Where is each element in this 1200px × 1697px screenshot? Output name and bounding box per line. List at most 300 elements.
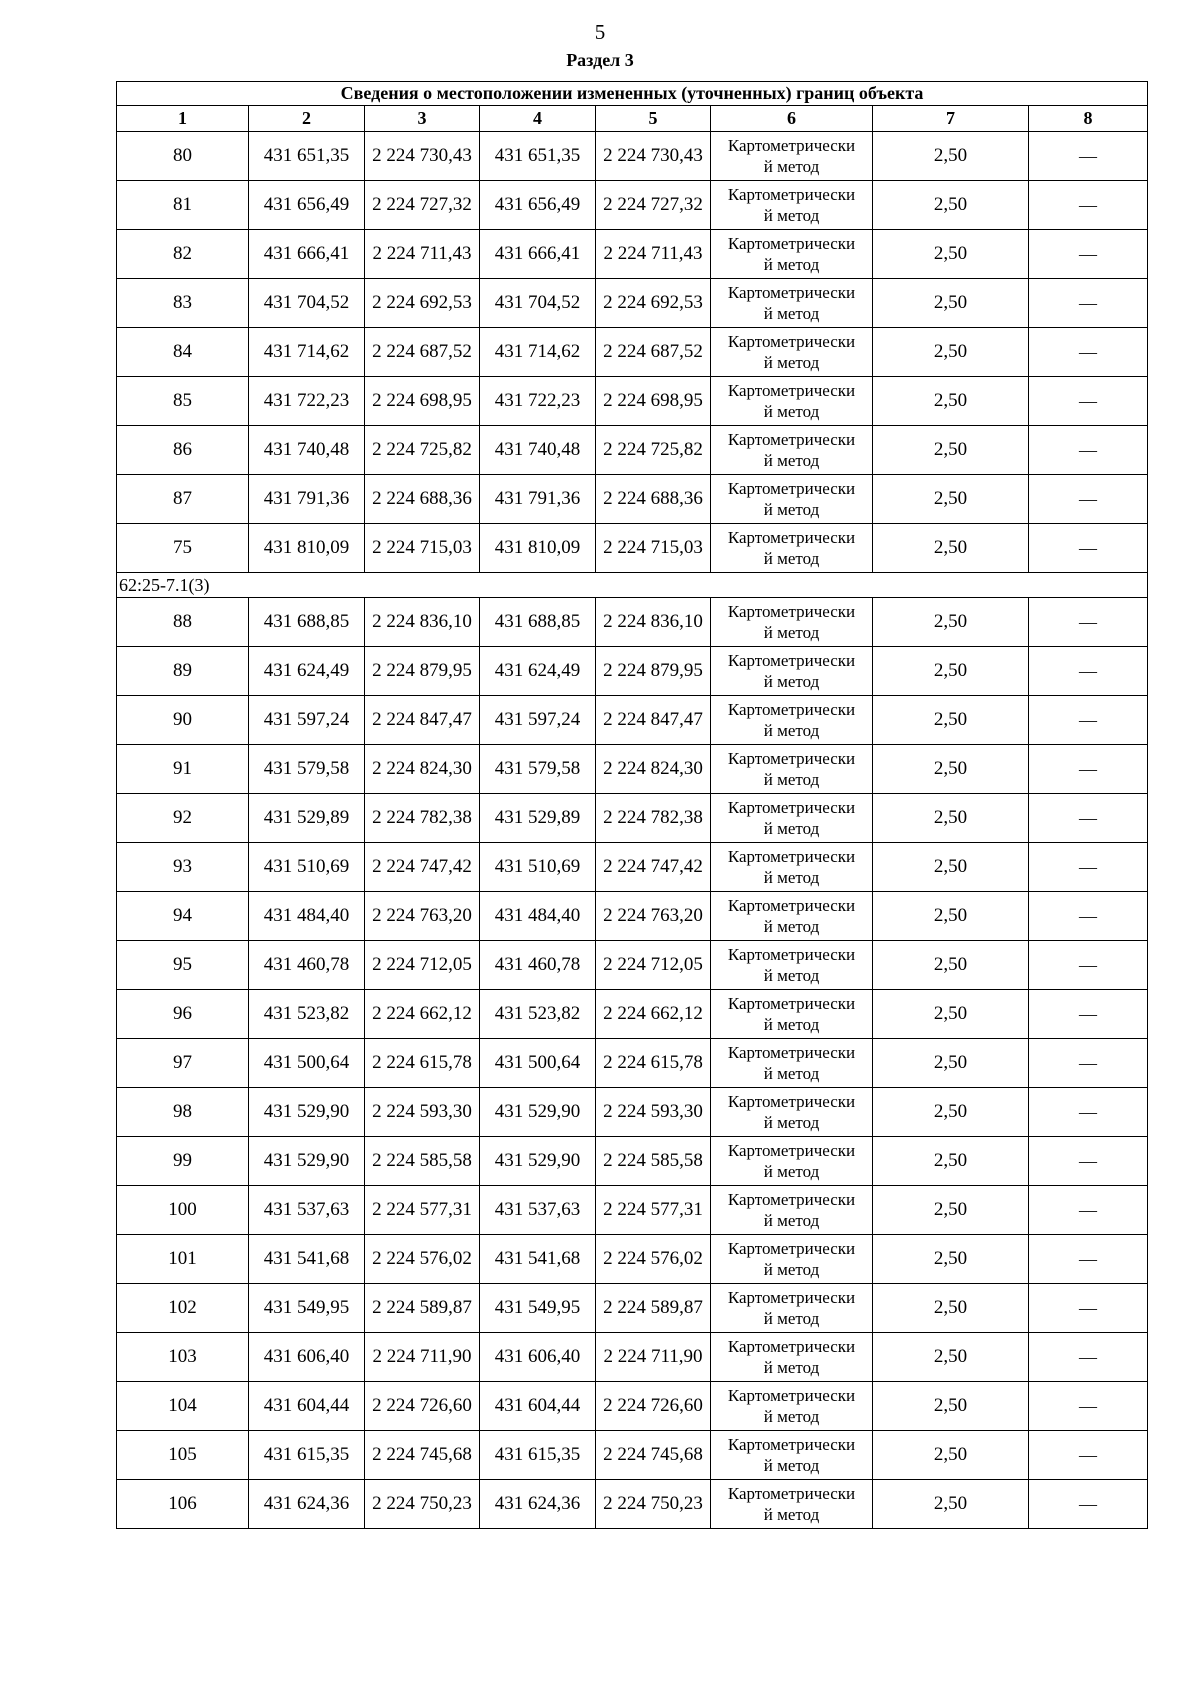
method-line-2: й метод — [763, 819, 820, 838]
accuracy-cell: 2,50 — [873, 843, 1029, 892]
table-row — [117, 598, 1148, 647]
y-new-cell: 2 224 824,30 — [596, 745, 711, 794]
method-cell — [711, 1480, 873, 1529]
method-cell — [711, 426, 873, 475]
description-cell: — — [1029, 1039, 1148, 1088]
x-existing-cell: 431 529,90 — [249, 1088, 365, 1137]
table-row — [117, 941, 1148, 990]
accuracy-cell: 2,50 — [873, 1235, 1029, 1284]
method-line-1: Картометрически — [727, 185, 856, 204]
x-new-cell: 431 549,95 — [480, 1284, 596, 1333]
y-new-cell: 2 224 730,43 — [596, 132, 711, 181]
column-number-1: 1 — [117, 106, 249, 132]
y-existing-cell: 2 224 711,90 — [365, 1333, 480, 1382]
description-cell: — — [1029, 524, 1148, 573]
x-new-cell: 431 615,35 — [480, 1431, 596, 1480]
description-cell: — — [1029, 1382, 1148, 1431]
point-number-cell: 82 — [117, 230, 249, 279]
accuracy-cell: 2,50 — [873, 941, 1029, 990]
table-row — [117, 181, 1148, 230]
x-existing-cell: 431 529,90 — [249, 1137, 365, 1186]
x-existing-cell: 431 460,78 — [249, 941, 365, 990]
y-existing-cell: 2 224 692,53 — [365, 279, 480, 328]
column-number-2: 2 — [249, 106, 365, 132]
table-row — [117, 1137, 1148, 1186]
x-new-cell: 431 541,68 — [480, 1235, 596, 1284]
x-existing-cell: 431 529,89 — [249, 794, 365, 843]
x-existing-cell: 431 549,95 — [249, 1284, 365, 1333]
point-number-cell: 98 — [117, 1088, 249, 1137]
method-cell — [711, 524, 873, 573]
table-row — [117, 1333, 1148, 1382]
section-title: Раздел 3 — [566, 50, 634, 70]
x-new-cell: 431 624,49 — [480, 647, 596, 696]
description-cell: — — [1029, 1333, 1148, 1382]
y-new-cell: 2 224 836,10 — [596, 598, 711, 647]
table-row — [117, 794, 1148, 843]
x-existing-cell: 431 666,41 — [249, 230, 365, 279]
accuracy-cell: 2,50 — [873, 524, 1029, 573]
point-number-cell: 99 — [117, 1137, 249, 1186]
method-line-1: Картометрически — [727, 1043, 856, 1062]
method-line-1: Картометрически — [727, 381, 856, 400]
x-existing-cell: 431 579,58 — [249, 745, 365, 794]
method-cell — [711, 1333, 873, 1382]
y-new-cell: 2 224 727,32 — [596, 181, 711, 230]
table-row — [117, 1088, 1148, 1137]
point-number-cell: 93 — [117, 843, 249, 892]
y-existing-cell: 2 224 662,12 — [365, 990, 480, 1039]
y-new-cell: 2 224 745,68 — [596, 1431, 711, 1480]
point-number-cell: 80 — [117, 132, 249, 181]
table-row — [117, 328, 1148, 377]
description-cell: — — [1029, 990, 1148, 1039]
y-existing-cell: 2 224 593,30 — [365, 1088, 480, 1137]
method-line-2: й метод — [763, 549, 820, 568]
y-existing-cell: 2 224 589,87 — [365, 1284, 480, 1333]
method-cell — [711, 1382, 873, 1431]
y-existing-cell: 2 224 688,36 — [365, 475, 480, 524]
y-existing-cell: 2 224 824,30 — [365, 745, 480, 794]
description-cell: — — [1029, 328, 1148, 377]
accuracy-cell: 2,50 — [873, 1186, 1029, 1235]
accuracy-cell: 2,50 — [873, 1284, 1029, 1333]
x-new-cell: 431 537,63 — [480, 1186, 596, 1235]
y-new-cell: 2 224 687,52 — [596, 328, 711, 377]
x-new-cell: 431 714,62 — [480, 328, 596, 377]
x-existing-cell: 431 510,69 — [249, 843, 365, 892]
x-existing-cell: 431 810,09 — [249, 524, 365, 573]
y-new-cell: 2 224 711,43 — [596, 230, 711, 279]
page-number: 5 — [594, 20, 606, 44]
x-new-cell: 431 656,49 — [480, 181, 596, 230]
accuracy-cell: 2,50 — [873, 1480, 1029, 1529]
accuracy-cell: 2,50 — [873, 328, 1029, 377]
x-new-cell: 431 460,78 — [480, 941, 596, 990]
description-cell: — — [1029, 1480, 1148, 1529]
point-number-cell: 81 — [117, 181, 249, 230]
y-new-cell: 2 224 576,02 — [596, 1235, 711, 1284]
x-existing-cell: 431 604,44 — [249, 1382, 365, 1431]
method-line-1: Картометрически — [727, 945, 856, 964]
method-line-2: й метод — [763, 451, 820, 470]
x-new-cell: 431 810,09 — [480, 524, 596, 573]
method-line-1: Картометрически — [727, 1484, 856, 1503]
x-new-cell: 431 704,52 — [480, 279, 596, 328]
method-line-1: Картометрически — [727, 1435, 856, 1454]
x-existing-cell: 431 484,40 — [249, 892, 365, 941]
accuracy-cell: 2,50 — [873, 1039, 1029, 1088]
method-cell — [711, 230, 873, 279]
y-new-cell: 2 224 750,23 — [596, 1480, 711, 1529]
table-row — [117, 843, 1148, 892]
accuracy-cell: 2,50 — [873, 181, 1029, 230]
point-number-cell: 75 — [117, 524, 249, 573]
method-line-1: Картометрически — [727, 283, 856, 302]
point-number-cell: 94 — [117, 892, 249, 941]
accuracy-cell: 2,50 — [873, 279, 1029, 328]
x-new-cell: 431 597,24 — [480, 696, 596, 745]
point-number-cell: 89 — [117, 647, 249, 696]
y-new-cell: 2 224 615,78 — [596, 1039, 711, 1088]
description-cell: — — [1029, 1088, 1148, 1137]
x-new-cell: 431 624,36 — [480, 1480, 596, 1529]
x-existing-cell: 431 722,23 — [249, 377, 365, 426]
accuracy-cell: 2,50 — [873, 794, 1029, 843]
method-line-1: Картометрически — [727, 528, 856, 547]
x-existing-cell: 431 597,24 — [249, 696, 365, 745]
method-line-2: й метод — [763, 353, 820, 372]
description-cell: — — [1029, 475, 1148, 524]
table-row — [117, 132, 1148, 181]
y-new-cell: 2 224 577,31 — [596, 1186, 711, 1235]
x-existing-cell: 431 624,49 — [249, 647, 365, 696]
accuracy-cell: 2,50 — [873, 598, 1029, 647]
table-row — [117, 1039, 1148, 1088]
table-row — [117, 990, 1148, 1039]
description-cell: — — [1029, 696, 1148, 745]
x-new-cell: 431 523,82 — [480, 990, 596, 1039]
x-existing-cell: 431 714,62 — [249, 328, 365, 377]
x-existing-cell: 431 651,35 — [249, 132, 365, 181]
y-new-cell: 2 224 747,42 — [596, 843, 711, 892]
y-existing-cell: 2 224 847,47 — [365, 696, 480, 745]
point-number-cell: 85 — [117, 377, 249, 426]
y-new-cell: 2 224 715,03 — [596, 524, 711, 573]
column-number-4: 4 — [480, 106, 596, 132]
point-number-cell: 103 — [117, 1333, 249, 1382]
method-line-1: Картометрически — [727, 798, 856, 817]
table-caption: Сведения о местоположении измененных (уточненных) границ объекта — [117, 82, 1148, 106]
description-cell: — — [1029, 1186, 1148, 1235]
method-line-2: й метод — [763, 1211, 820, 1230]
table-row — [117, 1284, 1148, 1333]
table-row — [117, 279, 1148, 328]
method-cell — [711, 1088, 873, 1137]
x-existing-cell: 431 615,35 — [249, 1431, 365, 1480]
x-existing-cell: 431 606,40 — [249, 1333, 365, 1382]
accuracy-cell: 2,50 — [873, 1088, 1029, 1137]
accuracy-cell: 2,50 — [873, 696, 1029, 745]
method-line-2: й метод — [763, 1407, 820, 1426]
point-number-cell: 104 — [117, 1382, 249, 1431]
column-number-6: 6 — [711, 106, 873, 132]
y-new-cell: 2 224 662,12 — [596, 990, 711, 1039]
method-cell — [711, 598, 873, 647]
y-new-cell: 2 224 589,87 — [596, 1284, 711, 1333]
method-cell — [711, 1235, 873, 1284]
description-cell: — — [1029, 181, 1148, 230]
description-cell: — — [1029, 843, 1148, 892]
method-cell — [711, 1137, 873, 1186]
table-row — [117, 1382, 1148, 1431]
y-new-cell: 2 224 725,82 — [596, 426, 711, 475]
description-cell: — — [1029, 941, 1148, 990]
y-existing-cell: 2 224 577,31 — [365, 1186, 480, 1235]
method-line-2: й метод — [763, 1162, 820, 1181]
accuracy-cell: 2,50 — [873, 475, 1029, 524]
x-existing-cell: 431 624,36 — [249, 1480, 365, 1529]
point-number-cell: 91 — [117, 745, 249, 794]
x-existing-cell: 431 523,82 — [249, 990, 365, 1039]
method-line-2: й метод — [763, 1260, 820, 1279]
y-existing-cell: 2 224 730,43 — [365, 132, 480, 181]
x-existing-cell: 431 656,49 — [249, 181, 365, 230]
y-new-cell: 2 224 879,95 — [596, 647, 711, 696]
table-row — [117, 1431, 1148, 1480]
point-number-cell: 106 — [117, 1480, 249, 1529]
point-number-cell: 90 — [117, 696, 249, 745]
method-line-1: Картометрически — [727, 430, 856, 449]
method-cell — [711, 279, 873, 328]
boundary-points-table — [116, 81, 1148, 1529]
method-line-1: Картометрически — [727, 896, 856, 915]
group-row — [117, 573, 1148, 598]
point-number-cell: 102 — [117, 1284, 249, 1333]
x-new-cell: 431 500,64 — [480, 1039, 596, 1088]
accuracy-cell: 2,50 — [873, 990, 1029, 1039]
y-existing-cell: 2 224 745,68 — [365, 1431, 480, 1480]
description-cell: — — [1029, 892, 1148, 941]
x-new-cell: 431 688,85 — [480, 598, 596, 647]
method-line-1: Картометрически — [727, 602, 856, 621]
point-number-cell: 87 — [117, 475, 249, 524]
y-existing-cell: 2 224 836,10 — [365, 598, 480, 647]
description-cell: — — [1029, 1235, 1148, 1284]
description-cell: — — [1029, 794, 1148, 843]
method-cell — [711, 843, 873, 892]
group-label: 62:25-7.1(3) — [117, 573, 1148, 598]
method-line-2: й метод — [763, 966, 820, 985]
column-number-5: 5 — [596, 106, 711, 132]
table-row — [117, 377, 1148, 426]
y-new-cell: 2 224 593,30 — [596, 1088, 711, 1137]
description-cell: — — [1029, 1137, 1148, 1186]
y-existing-cell: 2 224 585,58 — [365, 1137, 480, 1186]
point-number-cell: 101 — [117, 1235, 249, 1284]
x-existing-cell: 431 500,64 — [249, 1039, 365, 1088]
x-new-cell: 431 529,90 — [480, 1088, 596, 1137]
table-row — [117, 892, 1148, 941]
method-cell — [711, 794, 873, 843]
method-line-2: й метод — [763, 721, 820, 740]
method-line-2: й метод — [763, 500, 820, 519]
x-new-cell: 431 529,89 — [480, 794, 596, 843]
table-row — [117, 745, 1148, 794]
method-line-2: й метод — [763, 1505, 820, 1524]
point-number-cell: 97 — [117, 1039, 249, 1088]
method-line-2: й метод — [763, 672, 820, 691]
table-row — [117, 524, 1148, 573]
y-existing-cell: 2 224 712,05 — [365, 941, 480, 990]
y-existing-cell: 2 224 782,38 — [365, 794, 480, 843]
method-line-2: й метод — [763, 1456, 820, 1475]
y-existing-cell: 2 224 715,03 — [365, 524, 480, 573]
method-line-2: й метод — [763, 1358, 820, 1377]
point-number-cell: 95 — [117, 941, 249, 990]
table-row — [117, 1235, 1148, 1284]
accuracy-cell: 2,50 — [873, 1137, 1029, 1186]
method-cell — [711, 941, 873, 990]
method-line-1: Картометрически — [727, 1092, 856, 1111]
accuracy-cell: 2,50 — [873, 1382, 1029, 1431]
description-cell: — — [1029, 426, 1148, 475]
x-existing-cell: 431 740,48 — [249, 426, 365, 475]
y-new-cell: 2 224 782,38 — [596, 794, 711, 843]
table-row — [117, 1186, 1148, 1235]
x-new-cell: 431 606,40 — [480, 1333, 596, 1382]
y-existing-cell: 2 224 747,42 — [365, 843, 480, 892]
y-existing-cell: 2 224 576,02 — [365, 1235, 480, 1284]
method-line-2: й метод — [763, 304, 820, 323]
method-line-1: Картометрически — [727, 234, 856, 253]
method-line-1: Картометрически — [727, 994, 856, 1013]
description-cell: — — [1029, 230, 1148, 279]
method-line-1: Картометрически — [727, 1239, 856, 1258]
y-existing-cell: 2 224 687,52 — [365, 328, 480, 377]
x-new-cell: 431 529,90 — [480, 1137, 596, 1186]
method-cell — [711, 1431, 873, 1480]
method-cell — [711, 1039, 873, 1088]
x-new-cell: 431 651,35 — [480, 132, 596, 181]
method-line-2: й метод — [763, 1309, 820, 1328]
point-number-cell: 84 — [117, 328, 249, 377]
accuracy-cell: 2,50 — [873, 1333, 1029, 1382]
method-line-1: Картометрически — [727, 1337, 856, 1356]
method-line-1: Картометрически — [727, 700, 856, 719]
method-cell — [711, 696, 873, 745]
x-new-cell: 431 740,48 — [480, 426, 596, 475]
method-cell — [711, 1284, 873, 1333]
method-line-1: Картометрически — [727, 1190, 856, 1209]
table-row — [117, 696, 1148, 745]
y-new-cell: 2 224 585,58 — [596, 1137, 711, 1186]
y-new-cell: 2 224 692,53 — [596, 279, 711, 328]
method-line-2: й метод — [763, 402, 820, 421]
column-number-8: 8 — [1029, 106, 1148, 132]
accuracy-cell: 2,50 — [873, 377, 1029, 426]
method-line-1: Картометрически — [727, 479, 856, 498]
method-cell — [711, 745, 873, 794]
method-line-2: й метод — [763, 623, 820, 642]
method-line-1: Картометрически — [727, 1141, 856, 1160]
table-row — [117, 475, 1148, 524]
method-cell — [711, 1186, 873, 1235]
x-existing-cell: 431 541,68 — [249, 1235, 365, 1284]
y-new-cell: 2 224 711,90 — [596, 1333, 711, 1382]
method-line-1: Картометрически — [727, 847, 856, 866]
method-line-2: й метод — [763, 1113, 820, 1132]
x-new-cell: 431 484,40 — [480, 892, 596, 941]
x-new-cell: 431 791,36 — [480, 475, 596, 524]
method-line-2: й метод — [763, 255, 820, 274]
y-existing-cell: 2 224 727,32 — [365, 181, 480, 230]
y-new-cell: 2 224 847,47 — [596, 696, 711, 745]
method-cell — [711, 328, 873, 377]
description-cell: — — [1029, 647, 1148, 696]
accuracy-cell: 2,50 — [873, 132, 1029, 181]
description-cell: — — [1029, 1431, 1148, 1480]
x-new-cell: 431 510,69 — [480, 843, 596, 892]
method-line-1: Картометрически — [727, 332, 856, 351]
y-new-cell: 2 224 726,60 — [596, 1382, 711, 1431]
table-row — [117, 230, 1148, 279]
method-line-2: й метод — [763, 770, 820, 789]
y-existing-cell: 2 224 725,82 — [365, 426, 480, 475]
y-existing-cell: 2 224 615,78 — [365, 1039, 480, 1088]
x-new-cell: 431 579,58 — [480, 745, 596, 794]
table-row — [117, 647, 1148, 696]
x-existing-cell: 431 704,52 — [249, 279, 365, 328]
x-new-cell: 431 604,44 — [480, 1382, 596, 1431]
description-cell: — — [1029, 1284, 1148, 1333]
method-cell — [711, 475, 873, 524]
x-existing-cell: 431 537,63 — [249, 1186, 365, 1235]
table-row — [117, 426, 1148, 475]
method-cell — [711, 990, 873, 1039]
point-number-cell: 83 — [117, 279, 249, 328]
x-existing-cell: 431 791,36 — [249, 475, 365, 524]
method-line-1: Картометрически — [727, 1386, 856, 1405]
method-line-1: Картометрически — [727, 651, 856, 670]
method-line-2: й метод — [763, 157, 820, 176]
y-existing-cell: 2 224 879,95 — [365, 647, 480, 696]
method-line-2: й метод — [763, 206, 820, 225]
method-cell — [711, 377, 873, 426]
method-line-2: й метод — [763, 1015, 820, 1034]
y-existing-cell: 2 224 698,95 — [365, 377, 480, 426]
accuracy-cell: 2,50 — [873, 230, 1029, 279]
method-line-2: й метод — [763, 1064, 820, 1083]
point-number-cell: 100 — [117, 1186, 249, 1235]
x-new-cell: 431 666,41 — [480, 230, 596, 279]
point-number-cell: 92 — [117, 794, 249, 843]
x-new-cell: 431 722,23 — [480, 377, 596, 426]
y-new-cell: 2 224 688,36 — [596, 475, 711, 524]
method-cell — [711, 892, 873, 941]
x-existing-cell: 431 688,85 — [249, 598, 365, 647]
point-number-cell: 96 — [117, 990, 249, 1039]
y-existing-cell: 2 224 711,43 — [365, 230, 480, 279]
method-cell — [711, 647, 873, 696]
method-line-1: Картометрически — [727, 136, 856, 155]
point-number-cell: 88 — [117, 598, 249, 647]
accuracy-cell: 2,50 — [873, 426, 1029, 475]
column-number-3: 3 — [365, 106, 480, 132]
y-new-cell: 2 224 763,20 — [596, 892, 711, 941]
description-cell: — — [1029, 377, 1148, 426]
point-number-cell: 105 — [117, 1431, 249, 1480]
